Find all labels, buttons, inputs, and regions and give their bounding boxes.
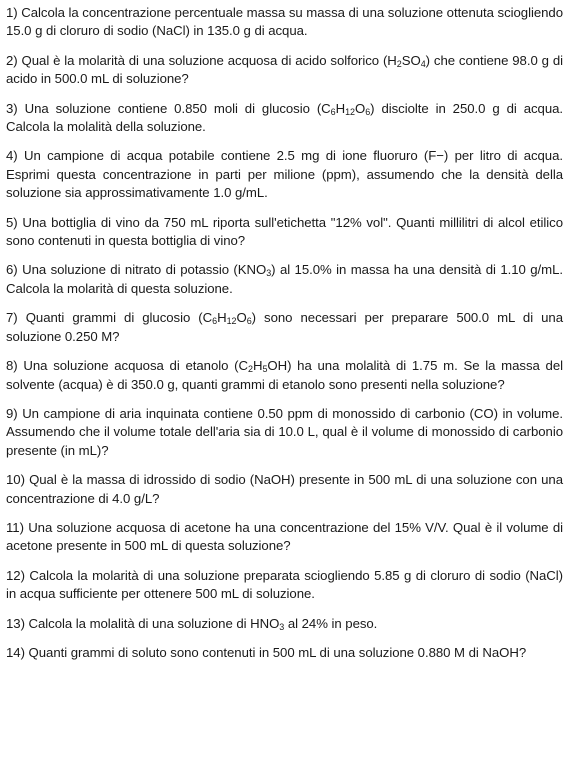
exercise-text: ) sono necessari per preparare 500.0 mL di una soluzione 0.250 M? bbox=[6, 310, 563, 344]
exercise-number: 8) bbox=[6, 358, 18, 374]
subscript: 4 bbox=[420, 59, 426, 70]
exercise-text: Quanti grammi di glucosio (C bbox=[25, 310, 213, 326]
exercise-text: Una soluzione acquosa di etanolo (C bbox=[23, 358, 248, 374]
exercise-text: Una soluzione di nitrato di potassio (KNO bbox=[22, 262, 267, 278]
exercise-list bbox=[6, 4, 563, 662]
exercise-text: ) disciolte in 250.0 g di acqua. Calcola la molalità della soluzione. bbox=[6, 100, 563, 135]
exercise-text: Calcola la concentrazione percentuale massa su massa di una soluzione ottenuta sciogliendo 15.0 g di cloruro di sodio (NaCl) in 135.0 g di acqua. bbox=[6, 5, 563, 39]
subscript: 6 bbox=[212, 316, 218, 327]
exercise-text: Calcola la molalità di una soluzione di HNO bbox=[28, 615, 280, 631]
exercise-text: OH) ha una molalità di 1.75 m. Se la massa del solvente (acqua) è di 350.0 g, quanti grammi di etanolo sono presenti nella soluzione? bbox=[6, 358, 563, 392]
exercise-11 bbox=[6, 519, 563, 556]
exercise-6 bbox=[6, 261, 563, 298]
subscript: 6 bbox=[246, 316, 252, 327]
exercise-number: 5) bbox=[6, 214, 18, 230]
exercise-text: H bbox=[335, 100, 346, 116]
exercise-text: O bbox=[354, 100, 366, 116]
exercise-text: ) che contiene 98.0 g di acido in 500.0 mL di soluzione? bbox=[6, 52, 563, 87]
exercise-text: Calcola la molarità di una soluzione preparata sciogliendo 5.85 g di cloruro di sodio (NaCl) in acqua sufficiente per ottenere 500 mL di soluzione. bbox=[6, 567, 563, 602]
exercise-number: 1) bbox=[6, 5, 18, 20]
exercise-number: 3) bbox=[6, 100, 18, 116]
subscript: 5 bbox=[262, 364, 268, 375]
exercise-13 bbox=[6, 615, 563, 633]
exercise-text: H bbox=[217, 310, 227, 326]
exercise-number: 7) bbox=[6, 310, 18, 326]
exercise-1 bbox=[6, 4, 563, 41]
exercise-8 bbox=[6, 357, 563, 394]
exercise-number: 9) bbox=[6, 405, 18, 421]
subscript: 3 bbox=[279, 621, 285, 632]
subscript: 12 bbox=[345, 106, 355, 117]
exercise-number: 11) bbox=[6, 519, 24, 535]
exercise-text: Un campione di aria inquinata contiene 0.50 ppm di monossido di carbonio (CO) in volume. Assumendo che il volume totale dell'aria sia di 10.0 L, qual è il volume di monossido di carbonio presente (in mL)? bbox=[6, 405, 563, 458]
exercise-4 bbox=[6, 147, 563, 202]
subscript: 3 bbox=[266, 268, 272, 279]
exercise-2 bbox=[6, 52, 563, 89]
exercise-14 bbox=[6, 644, 563, 662]
exercise-number: 4) bbox=[6, 148, 18, 164]
exercise-text: O bbox=[236, 310, 247, 326]
subscript: 2 bbox=[248, 364, 253, 375]
exercise-text: Una soluzione contiene 0.850 moli di glucosio (C bbox=[24, 100, 331, 116]
exercise-text: ) al 15.0% in massa ha una densità di 1.10 g/mL. Calcola la molarità di questa soluzione. bbox=[6, 262, 563, 296]
exercise-number: 14) bbox=[6, 644, 25, 660]
exercise-9 bbox=[6, 405, 563, 460]
exercise-text: al 24% in peso. bbox=[284, 615, 378, 631]
exercise-text: Un campione di acqua potabile contiene 2.5 mg di ione fluoruro (F−) per litro di acqua. Esprimi questa concentrazione in parti per milione (ppm), assumendo che la densità della soluzione sia approssimativamente 1.0 g/mL. bbox=[6, 148, 563, 201]
subscript: 6 bbox=[365, 106, 371, 117]
exercise-text: Una bottiglia di vino da 750 mL riporta sull'etichetta "12% vol". Quanti millilitri di alcol etilico sono contenuti in questa bottiglia di vino? bbox=[6, 214, 563, 249]
exercise-7 bbox=[6, 309, 563, 346]
exercise-12 bbox=[6, 567, 563, 604]
exercise-text: Qual è la massa di idrossido di sodio (NaOH) presente in 500 mL di una soluzione con una concentrazione di 4.0 g/L? bbox=[6, 472, 563, 506]
exercise-text: Qual è la molarità di una soluzione acquosa di acido solforico (H bbox=[21, 52, 397, 68]
exercise-number: 2) bbox=[6, 52, 18, 68]
exercise-number: 10) bbox=[6, 472, 25, 488]
subscript: 6 bbox=[330, 106, 336, 117]
exercise-text: Una soluzione acquosa di acetone ha una concentrazione del 15% V/V. Qual è il volume di acetone presente in 500 mL di questa soluzione? bbox=[6, 519, 563, 554]
subscript: 12 bbox=[226, 316, 237, 327]
exercise-10 bbox=[6, 471, 563, 508]
exercise-number: 6) bbox=[6, 262, 18, 278]
exercise-text: Quanti grammi di soluto sono contenuti in 500 mL di una soluzione 0.880 M di NaOH? bbox=[28, 644, 527, 660]
exercise-3 bbox=[6, 100, 563, 137]
exercise-number: 13) bbox=[6, 615, 25, 631]
subscript: 2 bbox=[396, 59, 402, 70]
exercise-number: 12) bbox=[6, 567, 25, 583]
exercise-text: H bbox=[252, 358, 263, 374]
exercise-text: SO bbox=[401, 52, 421, 68]
exercise-5 bbox=[6, 214, 563, 251]
